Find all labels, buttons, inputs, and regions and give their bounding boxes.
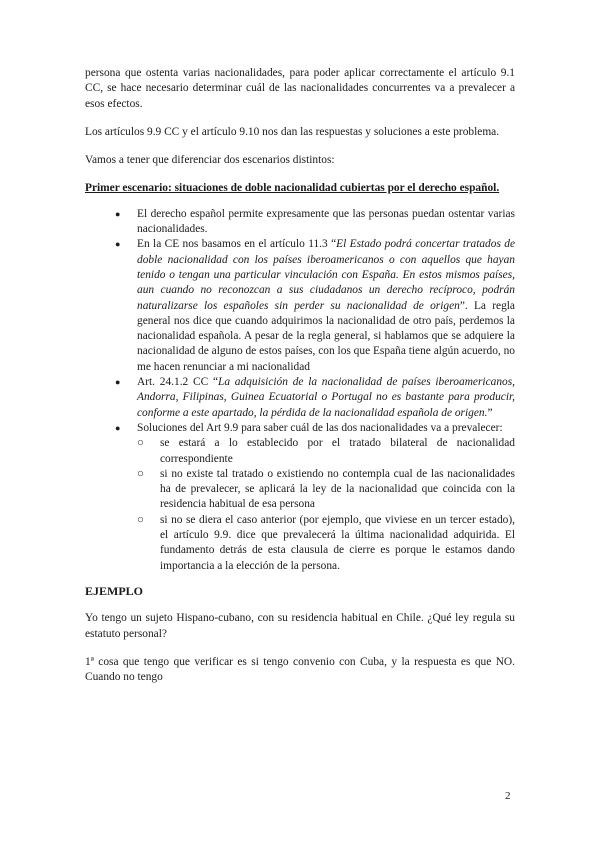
paragraph-intro: persona que ostenta varias nacionalidades, para poder aplicar correctamente el artículo 9.1 CC, se hace necesario determinar cuál de las nacionalidades concurrentes va a prevalecer a esos efectos. (85, 67, 515, 110)
document-page (85, 66, 515, 698)
list-item (85, 375, 515, 421)
sub-bullet-icon: ○ (137, 513, 144, 526)
list-item (85, 421, 515, 574)
bullet-text-post: ” (487, 406, 493, 419)
heading-example: EJEMPLO (85, 583, 144, 598)
sub-item-text: si no existe tal tratado o existiendo no contempla cual de las nacionalidades ha de prevalecer, se aplicará la ley de la nacionalidad que coincida con la residencia habitual de esa persona (160, 467, 515, 511)
bullet-text: El derecho español permite expresamente que las personas puedan ostentar varias nacionalidades. (137, 207, 515, 236)
bullet-icon: ● (115, 422, 121, 433)
sub-item-text: si no se diera el caso anterior (por ejemplo, que viviese en un tercer estado), el artículo 9.9. dice que prevalecerá la última nacionalidad adquirida. El fundamento detrás de esta clausula de cierre es porque le estamos dando importancia a la elección de la persona. (160, 513, 515, 572)
bullet-text: Soluciones del Art 9.9 para saber cuál de las dos nacionalidades va a prevalecer: (137, 421, 503, 434)
bullet-text-post: ”. La regla general nos dice que cuando adquirimos la nacionalidad de otro país, perdemos la nacionalidad española. A pesar de la regla general, si hablamos que se adquiere la nacionalidad de alguno de estos países, con los que España tiene algún acuerdo, no me hacen renunciar a mi nacionalidad (137, 299, 515, 373)
sub-bullet-icon: ○ (137, 467, 144, 480)
paragraph-scenarios: Vamos a tener que diferenciar dos escenarios distintos: (85, 154, 335, 167)
bullet-quote: El Estado podrá concertar tratados de doble nacionalidad con los países iberoamericanos o con aquellos que hayan tenido o tengan una particular vinculación con España. En estos mismos países, aun cuando no reconozcan a sus ciudadanos un derecho recíproco, podrán naturalizarse los españoles sin perder su nacionalidad de origen (137, 238, 516, 312)
paragraph-example-question: Yo tengo un sujeto Hispano-cubano, con su residencia habitual en Chile. ¿Qué ley regula su estatuto personal? (85, 612, 515, 640)
paragraph-articles: Los artículos 9.9 CC y el artículo 9.10 nos dan las respuestas y soluciones a este problema. (85, 125, 500, 138)
list-item (85, 237, 515, 375)
sub-list-item (137, 436, 515, 467)
page-number: 2 (505, 790, 511, 802)
sub-list (137, 436, 515, 574)
sub-list-item (137, 513, 515, 574)
bullet-icon: ● (115, 239, 121, 250)
sub-bullet-icon: ○ (137, 437, 144, 450)
sub-list-item (137, 467, 515, 513)
list-item (85, 207, 515, 238)
heading-first-scenario: Primer escenario: situaciones de doble nacionalidad cubiertas por el derecho español. (85, 182, 500, 195)
bullet-list (85, 207, 515, 574)
bullet-text-pre: Art. 24.1.2 CC “ (137, 376, 219, 389)
bullet-text-pre: En la CE nos basamos en el artículo 11.3 “ (137, 238, 337, 251)
bullet-icon: ● (115, 377, 121, 388)
bullet-quote: La adquisición de la nacionalidad de países iberoamericanos, Andorra, Filipinas, Guinea Ecuatorial o Portugal no es bastante para producir, conforme a este apartado, la pérdida de la nacionalidad española de origen. (137, 376, 516, 419)
paragraph-example-answer: 1ª cosa que tengo que verificar es si tengo convenio con Cuba, y la respuesta es que NO. Cuando no tengo (85, 655, 515, 684)
bullet-icon: ● (115, 208, 121, 219)
sub-item-text: se estará a lo establecido por el tratado bilateral de nacionalidad correspondiente (160, 437, 515, 465)
